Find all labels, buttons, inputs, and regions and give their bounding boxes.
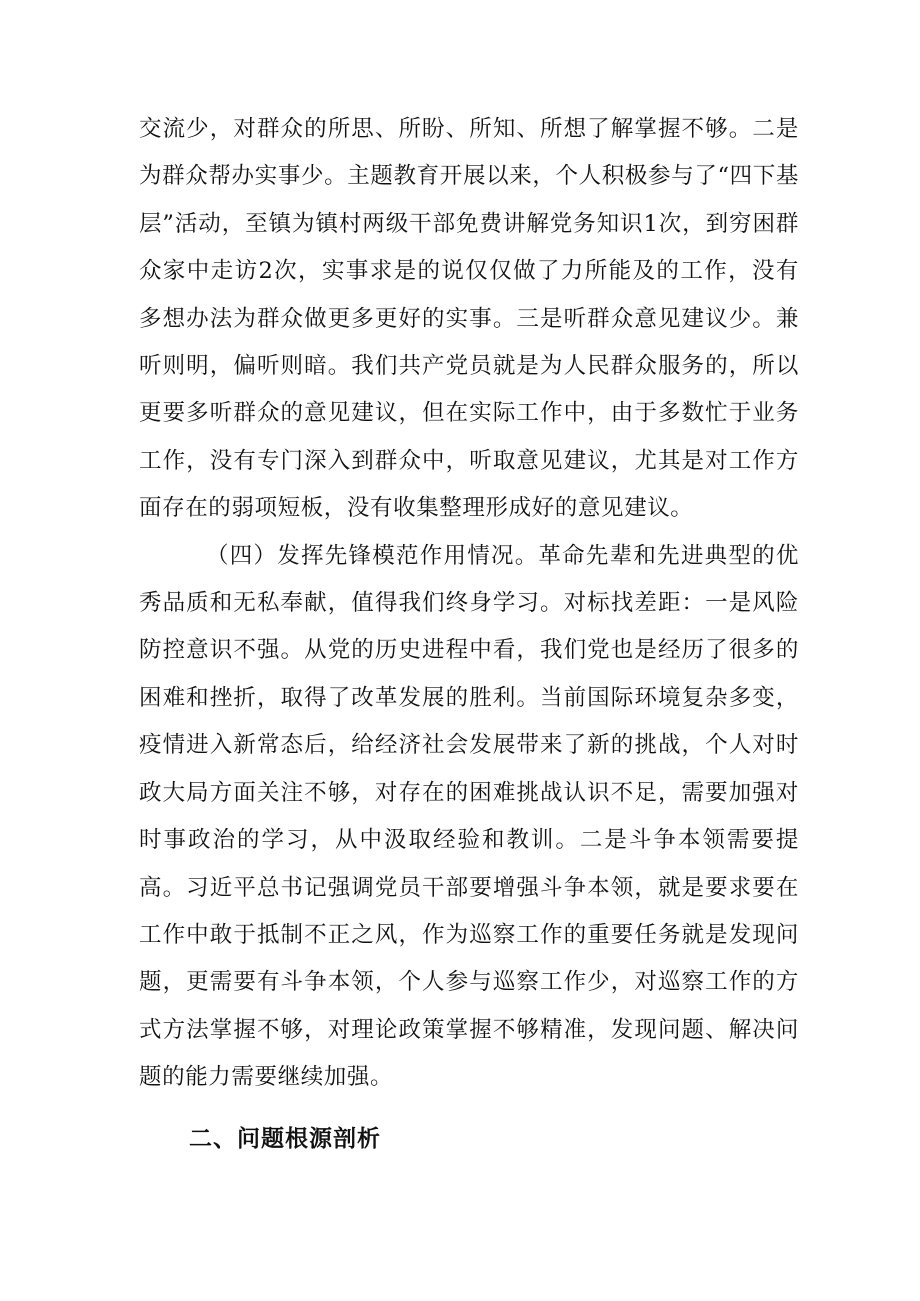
paragraph-serving-masses: 交流少，对群众的所思、所盼、所知、所想了解掌握不够。二是为群众帮办实事少。主题教育开展以来，个人积极参与了“四下基层”活动，至镇为镇村两级干部免费讲解党务知识1次，到穷困群众家中走访2次，实事求是的说仅仅做了力所能及的工作，没有多想办法为群众做更多更好的实事。三是听群众意见建议少。兼听则明，偏听则暗。我们共产党员就是为人民群众服务的，所以更要多听群众的意见建议，但在实际工作中，由于多数忙于业务工作，没有专门深入到群众中，听取意见建议，尤其是对工作方面存在的弱项短板，没有收集整理形成好的意见建议。: [139, 116, 799, 522]
document-body: [139, 106, 799, 1163]
paragraph-vanguard-role: （四）发挥先锋模范作用情况。革命先辈和先进典型的优秀品质和无私奉献，值得我们终身学习。对标找差距：一是风险防控意识不强。从党的历史进程中看，我们党也是经历了很多的困难和挫折，取得了改革发展的胜利。当前国际环境复杂多变，疫情进入新常态后，给经济社会发展带来了新的挑战，个人对时政大局方面关注不够，对存在的困难挑战认识不足，需要加强对时事政治的学习，从中汲取经验和教训。二是斗争本领需要提高。习近平总书记强调党员干部要增强斗争本领，就是要求要在工作中敢于抵制不正之风，作为巡察工作的重要任务就是发现问题，更需要有斗争本领，个人参与巡察工作少，对巡察工作的方式方法掌握不够，对理论政策掌握不够精准，发现问题、解决问题的能力需要继续加强。: [139, 542, 799, 1091]
section-heading-root-cause-analysis: 二、问题根源剖析: [189, 1125, 381, 1152]
